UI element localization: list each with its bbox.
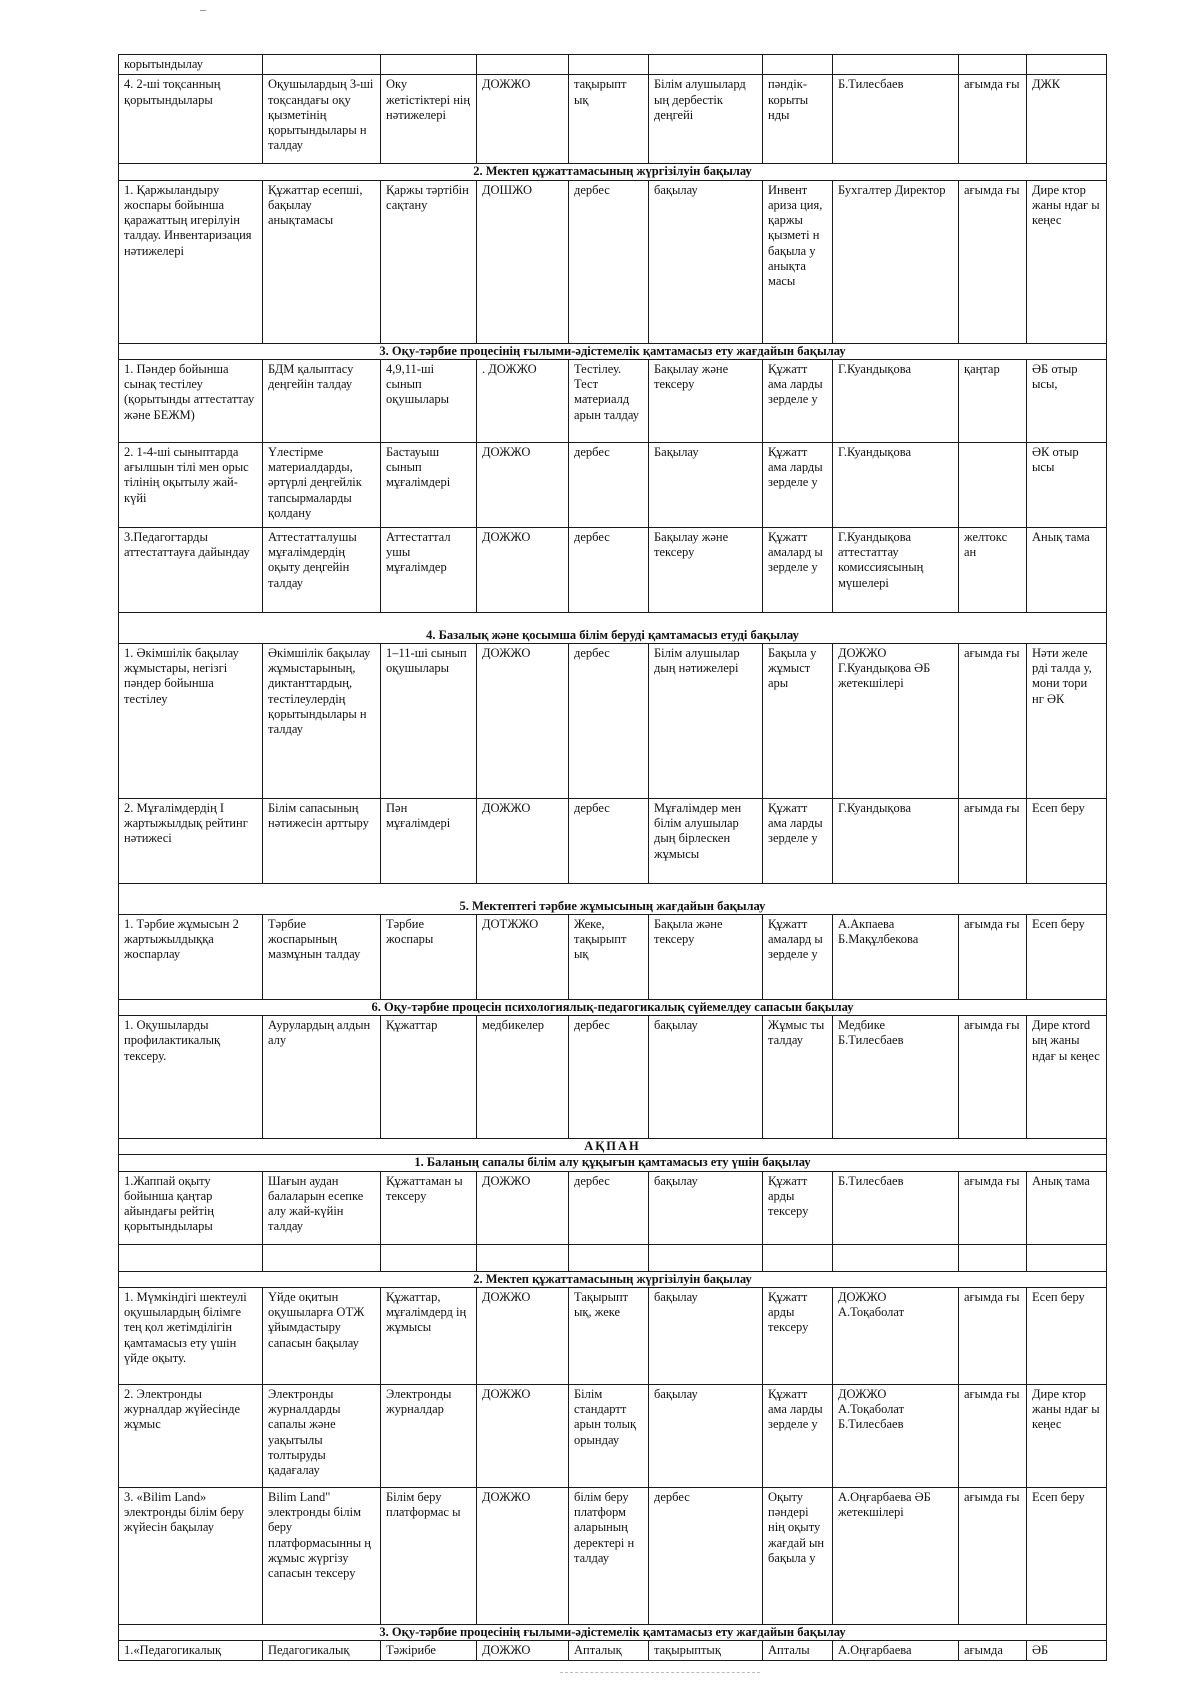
table-row [119,442,1107,527]
table-cell: бақылау [649,180,763,343]
table-cell: Нәти желе рді талда у, мони тори нг ӘК [1027,643,1107,798]
table-cell: 1.«Педагогикалық [119,1641,263,1661]
table-cell: ДОЖЖО [477,527,569,612]
table-cell: Педагогикалық [263,1641,381,1661]
table-cell: 1–11-ші сынып оқушылары [381,643,477,798]
table-row [119,75,1107,164]
table-cell: БДМ қалыптасу деңгейін талдау [263,359,381,442]
table-cell: 1. Пәндер бойынша сынақ тестілеу (қорытынды аттестаттау және БЕЖМ) [119,359,263,442]
section-title: 3. Оқу-тәрбие процесінің ғылыми-әдістемелік қамтамасыз ету жағдайын бақылау [119,1624,1107,1640]
section-header-row [119,883,1107,914]
table-cell: 1. Тәрбие жұмысын 2 жартыжылдыққа жоспарлау [119,914,263,999]
empty-cell [833,1244,959,1271]
table-row [119,1287,1107,1384]
table-cell: Құжатт ама ларды зерделе у [763,359,833,442]
table-row [119,1171,1107,1244]
table-cell: тақырыпт ық [569,75,649,164]
table-cell: Электронды журналдарды сапалы және уақытылы толтыруды қадағалау [263,1384,381,1487]
section-title: 3. Оқу-тәрбие процесінің ғылыми-әдістемелік қамтамасыз ету жағдайын бақылау [119,343,1107,359]
table-cell: Құжаттар, мұғалімдерд ің жұмысы [381,1287,477,1384]
empty-cell [763,1244,833,1271]
table-cell: Құжатт арды тексеру [763,1287,833,1384]
table-cell: ағымда [959,1641,1027,1661]
section-header-row [119,1271,1107,1287]
table-cell: Құжатт амалард ы зерделе у [763,527,833,612]
table-cell: Дире ктор жаны ндағ ы кеңес [1027,180,1107,343]
table-cell: пәндік-корыты нды [763,75,833,164]
table-cell: Дире ктор жаны ндағ ы кеңес [1027,1384,1107,1487]
table-cell: А.Оңғарбаева [833,1641,959,1661]
table-cell: Білім алушылар дың нәтижелері [649,643,763,798]
table-cell: ДОЖЖО [477,643,569,798]
table-cell: Құжаттар [381,1016,477,1139]
table-cell: Аттестатталушы мұғалімдердің оқыту деңгейін талдау [263,527,381,612]
table-cell: Есеп беру [1027,798,1107,883]
table-cell: Бастауыш сынып мұғалімдері [381,442,477,527]
empty-cell [959,1244,1027,1271]
section-header-row [119,1155,1107,1171]
table-cell: ағымда ғы [959,914,1027,999]
table-cell: дербес [569,798,649,883]
table-cell: Аурулардың алдын алу [263,1016,381,1139]
table-cell: Есеп беру [1027,1287,1107,1384]
table-cell: Құжатт ама ларды зерделе у [763,442,833,527]
table-row [119,1384,1107,1487]
table-cell: ДОЖЖО [477,1287,569,1384]
table-cell: ДОЖЖО А.Тоқаболат Б.Тилесбаев [833,1384,959,1487]
document-page [118,54,1106,1661]
table-cell: Білім стандартт арын толық орындау [569,1384,649,1487]
section-header-row [119,164,1107,180]
table-cell: Құжатт ама ларды зерделе у [763,1384,833,1487]
table-cell: 2. Электронды журналдар жүйесінде жұмыс [119,1384,263,1487]
table-cell: Бақылау және тексеру [649,527,763,612]
section-header-row [119,999,1107,1015]
table-cell: дербес [569,643,649,798]
table-cell: желтокс ан [959,527,1027,612]
table-cell: Г.Куандықова [833,798,959,883]
section-header-row [119,343,1107,359]
table-cell: ДОЖЖО [477,798,569,883]
table-cell: дербес [569,1016,649,1139]
table-cell: ағымда ғы [959,1016,1027,1139]
table-cell: Тақырыпт ық, жеке [569,1287,649,1384]
table-cell: Бақыла және тексеру [649,914,763,999]
table-cell: Жеке, тақырыпт ық [569,914,649,999]
empty-cell [477,1244,569,1271]
table-cell: ДОЖЖО [477,1641,569,1661]
table-cell: . ДОЖЖО [477,359,569,442]
table-cell: 1. Қаржыландыру жоспары бойынша қаражаттың игерілуін талдау. Инвентаризация нәтижелері [119,180,263,343]
table-cell: ӘК отыр ысы [1027,442,1107,527]
table-cell [1027,55,1107,75]
table-cell: дербес [649,1487,763,1624]
table-cell: медбикелер [477,1016,569,1139]
table-cell: 1.Жаппай оқыту бойынша қаңтар айындағы рейтің қорытындылары [119,1171,263,1244]
table-cell [763,55,833,75]
table-cell: Апталы [763,1641,833,1661]
table-cell: Медбике Б.Тилесбаев [833,1016,959,1139]
table-cell: Мұғалімдер мен білім алушылар дың бірлескен жұмысы [649,798,763,883]
table-cell [569,55,649,75]
table-cell: А.Акпаева Б.Мақұлбекова [833,914,959,999]
spacer-row [119,1244,1107,1271]
table-cell: ағымда ғы [959,1287,1027,1384]
table-cell [833,55,959,75]
table-cell: 2. Мұғалімдердің І жартыжылдық рейтинг нәтижесі [119,798,263,883]
scan-footer-artifact [560,1672,760,1674]
table-cell: дербес [569,180,649,343]
table-cell: ДОЖЖО Г.Куандықова ӘБ жетекшілері [833,643,959,798]
table-cell: Есеп беру [1027,914,1107,999]
table-cell: Г.Куандықова [833,359,959,442]
table-row [119,798,1107,883]
table-cell: ДОТЖЖО [477,914,569,999]
table-row [119,1641,1107,1661]
table-row [119,1487,1107,1624]
table-cell: Г.Куандықова [833,442,959,527]
table-row [119,1016,1107,1139]
empty-cell [569,1244,649,1271]
table-cell: ӘБ отыр ысы, [1027,359,1107,442]
section-title: 1. Баланың сапалы білім алу құқығын қамтамасыз ету үшін бақылау [119,1155,1107,1171]
table-cell: Жұмыс ты талдау [763,1016,833,1139]
empty-cell [263,1244,381,1271]
table-cell: Электронды журналдар [381,1384,477,1487]
table-cell: дербес [569,527,649,612]
table-cell: ДОЖЖО [477,75,569,164]
table-cell: Анық тама [1027,527,1107,612]
table-cell: ағымда ғы [959,1171,1027,1244]
table-cell: тақырыптық [649,1641,763,1661]
empty-cell [1027,1244,1107,1271]
table-cell: ағымда ғы [959,643,1027,798]
month-title: АҚПАН [119,1139,1107,1155]
table-cell: Тәрбие жоспарының мазмұнын талдау [263,914,381,999]
table-cell: Аттестаттал ушы мұғалімдер [381,527,477,612]
section-title: 5. Мектептегі тәрбие жұмысының жағдайын бақылау [119,883,1107,914]
table-cell: Г.Куандықова аттестаттау комиссиясының мүшелері [833,527,959,612]
table-cell: Құжатт амалард ы зерделе у [763,914,833,999]
table-cell: ағымда ғы [959,75,1027,164]
table-cell: ағымда ғы [959,1487,1027,1624]
table-cell: Bilim Land" электронды білім беру платформасынны ң жұмыс жүргізу сапасын тексеру [263,1487,381,1624]
table-cell [477,55,569,75]
table-cell: 4. 2-ші тоқсанның қорытындылары [119,75,263,164]
table-cell: Инвент ариза ция, қаржы қызметі н бақыла у анықта масы [763,180,833,343]
table-cell: ӘБ [1027,1641,1107,1661]
table-cell: ДОШЖО [477,180,569,343]
table-cell: ағымда ғы [959,1384,1027,1487]
table-cell: 4,9,11-ші сынып оқушылары [381,359,477,442]
table-cell: Қаржы тәртібін сақтану [381,180,477,343]
table-cell [263,55,381,75]
table-cell: 3.Педагогтарды аттестаттауға дайындау [119,527,263,612]
table-cell: Құжаттар есепші, бақылау анықтамасы [263,180,381,343]
table-cell: Оку жетістіктері нің нәтижелері [381,75,477,164]
control-plan-table [118,54,1107,1661]
table-cell: ДЖК [1027,75,1107,164]
table-cell: Б.Тилесбаев [833,1171,959,1244]
table-cell: ДОЖЖО [477,442,569,527]
table-cell: Үлестірме материалдарды, әртүрлі деңгейлік тапсырмаларды қолдану [263,442,381,527]
month-header-row [119,1139,1107,1155]
scan-artifact [200,10,206,11]
table-cell: Апталық [569,1641,649,1661]
table-cell: Анық тама [1027,1171,1107,1244]
table-cell: Білім алушылард ың дербестік деңгейі [649,75,763,164]
table-cell: бақылау [649,1287,763,1384]
empty-cell [381,1244,477,1271]
table-cell: Бақылау және тексеру [649,359,763,442]
empty-cell [119,1244,263,1271]
table-cell: білім беру платформ аларының деректері н талдау [569,1487,649,1624]
table-cell: Құжаттаман ы тексеру [381,1171,477,1244]
table-cell: Оқыту пәндері нің оқыту жағдай ын бақыла у [763,1487,833,1624]
table-cell: Пән мұғалімдері [381,798,477,883]
table-cell: ДОЖЖО [477,1384,569,1487]
table-body [119,55,1107,1661]
table-cell: Үйде оқитын оқушыларға ОТЖ ұйымдастыру сапасын бақылау [263,1287,381,1384]
section-title: 4. Базалық және қосымша білім беруді қамтамасыз етуді бақылау [119,612,1107,643]
table-cell: бақылау [649,1171,763,1244]
section-title: 6. Оқу-тәрбие процесін психологиялық-педагогикалық сүйемелдеу сапасын бақылау [119,999,1107,1015]
table-cell: дербес [569,1171,649,1244]
table-cell: 1. Мүмкіндігі шектеулі оқушылардың білімге тең қол жетімділігін қамтамасыз ету үшін үйде оқыту. [119,1287,263,1384]
section-header-row [119,612,1107,643]
table-cell: Бақылау [649,442,763,527]
table-cell: ДОЖЖО [477,1171,569,1244]
table-cell: Оқушылардың 3-ші тоқсандағы оқу қызметінің қорытындылары н талдау [263,75,381,164]
table-cell: 2. 1-4-ші сыныптарда ағылшын тілі мен орыс тілінің оқытылу жай-күйі [119,442,263,527]
continuation-row [119,55,1107,75]
table-cell: Шағын аудан балаларын есепке алу жай-күйін талдау [263,1171,381,1244]
section-header-row [119,1624,1107,1640]
table-row [119,914,1107,999]
table-cell: Б.Тилесбаев [833,75,959,164]
table-row [119,180,1107,343]
table-cell: қаңтар [959,359,1027,442]
table-cell: ДОЖЖО А.Тоқаболат [833,1287,959,1384]
table-cell: Тәжірибе [381,1641,477,1661]
table-cell: Білім сапасының нәтижесін арттыру [263,798,381,883]
section-title: 2. Мектеп құжаттамасының жүргізілуін бақылау [119,164,1107,180]
table-cell: Есеп беру [1027,1487,1107,1624]
table-cell: Әкімшілік бақылау жұмыстарының, диктанттардың, тестілеулердің қорытындылары н талдау [263,643,381,798]
table-cell: Тестілеу. Тест материалд арын талдау [569,359,649,442]
table-cell: бақылау [649,1016,763,1139]
table-cell [959,55,1027,75]
table-cell: Дире ктord ың жаны ндағ ы кеңес [1027,1016,1107,1139]
table-cell: корытындылау [119,55,263,75]
empty-cell [649,1244,763,1271]
table-cell: 1. Оқушыларды профилактикалық тексеру. [119,1016,263,1139]
table-cell: Бақыла у жұмыст ары [763,643,833,798]
table-cell: Құжатт арды тексеру [763,1171,833,1244]
table-cell: 1. Әкімшілік бақылау жұмыстары, негізгі пәндер бойынша тестілеу [119,643,263,798]
table-cell: Бухгалтер Директор [833,180,959,343]
table-cell: А.Оңғарбаева ӘБ жетекшілері [833,1487,959,1624]
table-row [119,643,1107,798]
table-row [119,527,1107,612]
table-cell [649,55,763,75]
table-cell: ағымда ғы [959,180,1027,343]
table-cell: Білім беру платформас ы [381,1487,477,1624]
table-cell: бақылау [649,1384,763,1487]
table-cell: Құжатт ама ларды зерделе у [763,798,833,883]
table-cell: дербес [569,442,649,527]
table-cell: ДОЖЖО [477,1487,569,1624]
section-title: 2. Мектеп құжаттамасының жүргізілуін бақылау [119,1271,1107,1287]
table-cell [381,55,477,75]
table-row [119,359,1107,442]
table-cell [959,442,1027,527]
table-cell: 3. «Bilim Land» электронды білім беру жүйесін бақылау [119,1487,263,1624]
table-cell: ағымда ғы [959,798,1027,883]
table-cell: Тәрбие жоспары [381,914,477,999]
